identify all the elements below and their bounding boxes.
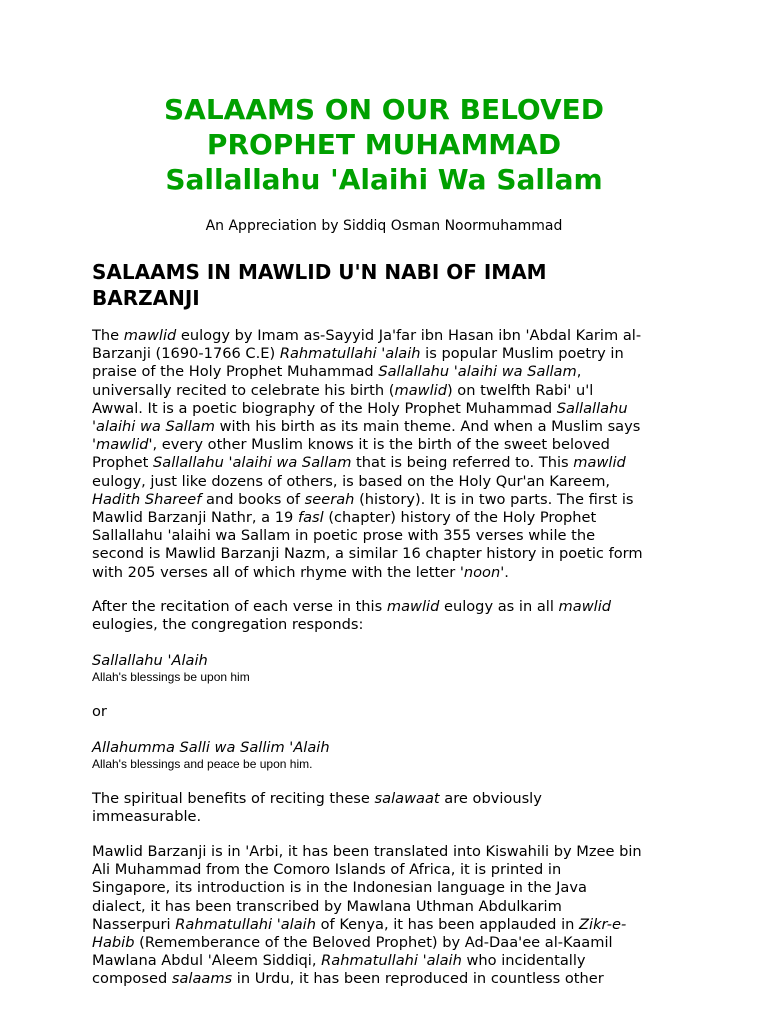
text-line: 'alaihi wa Sallam with his birth as its main theme. And when a Muslim says	[92, 418, 641, 436]
text-line: dialect, it has been transcribed by Mawlana Uthman Abdulkarim	[92, 897, 562, 915]
text-line: 'mawlid', every other Muslim knows it is the birth of the sweet beloved	[92, 436, 610, 454]
text-line: Sallallahu 'alaihi wa Sallam in poetic prose with 355 verses while the	[92, 527, 596, 545]
text-line: universally recited to celebrate his birth (mawlid) on twelfth Rabi' u'l	[92, 381, 594, 399]
text-line: Mawlana Abdul 'Aleem Siddiqi, Rahmatullahi 'alaih who incidentally	[92, 952, 586, 970]
section-heading	[92, 259, 692, 311]
author-byline: An Appreciation by Siddiq Osman Noormuhammad	[205, 218, 563, 234]
paragraph-congregation	[92, 598, 692, 634]
text-line: Prophet Sallallahu 'alaihi wa Sallam that is being referred to. This mawlid	[92, 454, 626, 472]
text-line: The mawlid eulogy by Imam as-Sayyid Ja'far ibn Hasan ibn 'Abdal Karim al-	[92, 327, 642, 344]
page-title	[0, 92, 768, 197]
text-line: praise of the Holy Prophet Muhammad Sallallahu 'alaihi wa Sallam,	[92, 363, 582, 381]
response-1	[92, 652, 692, 685]
text-line: After the recitation of each verse in this mawlid eulogy as in all mawlid	[92, 598, 612, 615]
text-line: eulogies, the congregation responds:	[92, 616, 364, 634]
text-line: Habib (Rememberance of the Beloved Prophet) by Ad-Daa'ee al-Kaamil	[92, 934, 613, 952]
title-line-3: Sallallahu 'Alaihi Wa Sallam	[165, 163, 603, 196]
text-line: The spiritual benefits of reciting these salawaat are obviously	[92, 790, 542, 807]
text-line: Ali Muhammad from the Comoro Islands of Africa, it is printed in	[92, 861, 562, 879]
paragraph-benefits	[92, 790, 692, 826]
text-line: Singapore, its introduction is in the Indonesian language in the Java	[92, 879, 587, 897]
title-line-1: SALAAMS ON OUR BELOVED	[163, 93, 605, 126]
response-translation: Allah's blessings and peace be upon him.	[92, 757, 313, 772]
response-arabic: Allahumma Salli wa Sallim 'Alaih	[92, 739, 330, 756]
text-line: eulogy, just like dozens of others, is based on the Holy Qur'an Kareem,	[92, 472, 611, 490]
section-heading-line-1: SALAAMS IN MAWLID U'N NABI OF IMAM	[92, 260, 547, 284]
text-line: immeasurable.	[92, 808, 202, 826]
text-line: second is Mawlid Barzanji Nazm, a similar 16 chapter history in poetic form	[92, 545, 643, 563]
text-line: Mawlid Barzanji is in 'Arbi, it has been translated into Kiswahili by Mzee bin	[92, 843, 642, 860]
text-line: composed salaams in Urdu, it has been reproduced in countless other	[92, 970, 604, 988]
response-translation: Allah's blessings be upon him	[92, 670, 250, 685]
response-arabic: Sallallahu 'Alaih	[92, 652, 208, 669]
paragraph-mawlid-intro	[92, 327, 692, 582]
or-separator: or	[92, 703, 107, 720]
paragraph-translations	[92, 843, 692, 989]
title-line-2: PROPHET MUHAMMAD	[206, 128, 562, 161]
text-line: Barzanji (1690-1766 C.E) Rahmatullahi 'alaih is popular Muslim poetry in	[92, 345, 624, 363]
text-line: Mawlid Barzanji Nathr, a 19 fasl (chapter) history of the Holy Prophet	[92, 509, 597, 527]
section-heading-line-2: BARZANJI	[92, 286, 200, 310]
text-line: Hadith Shareef and books of seerah (history). It is in two parts. The first is	[92, 490, 634, 508]
response-2	[92, 739, 692, 772]
text-line: Nasserpuri Rahmatullahi 'alaih of Kenya, it has been applauded in Zikr-e-	[92, 915, 627, 933]
text-line: Awwal. It is a poetic biography of the Holy Prophet Muhammad Sallallahu	[92, 399, 628, 417]
text-line: with 205 verses all of which rhyme with the letter 'noon'.	[92, 563, 509, 581]
